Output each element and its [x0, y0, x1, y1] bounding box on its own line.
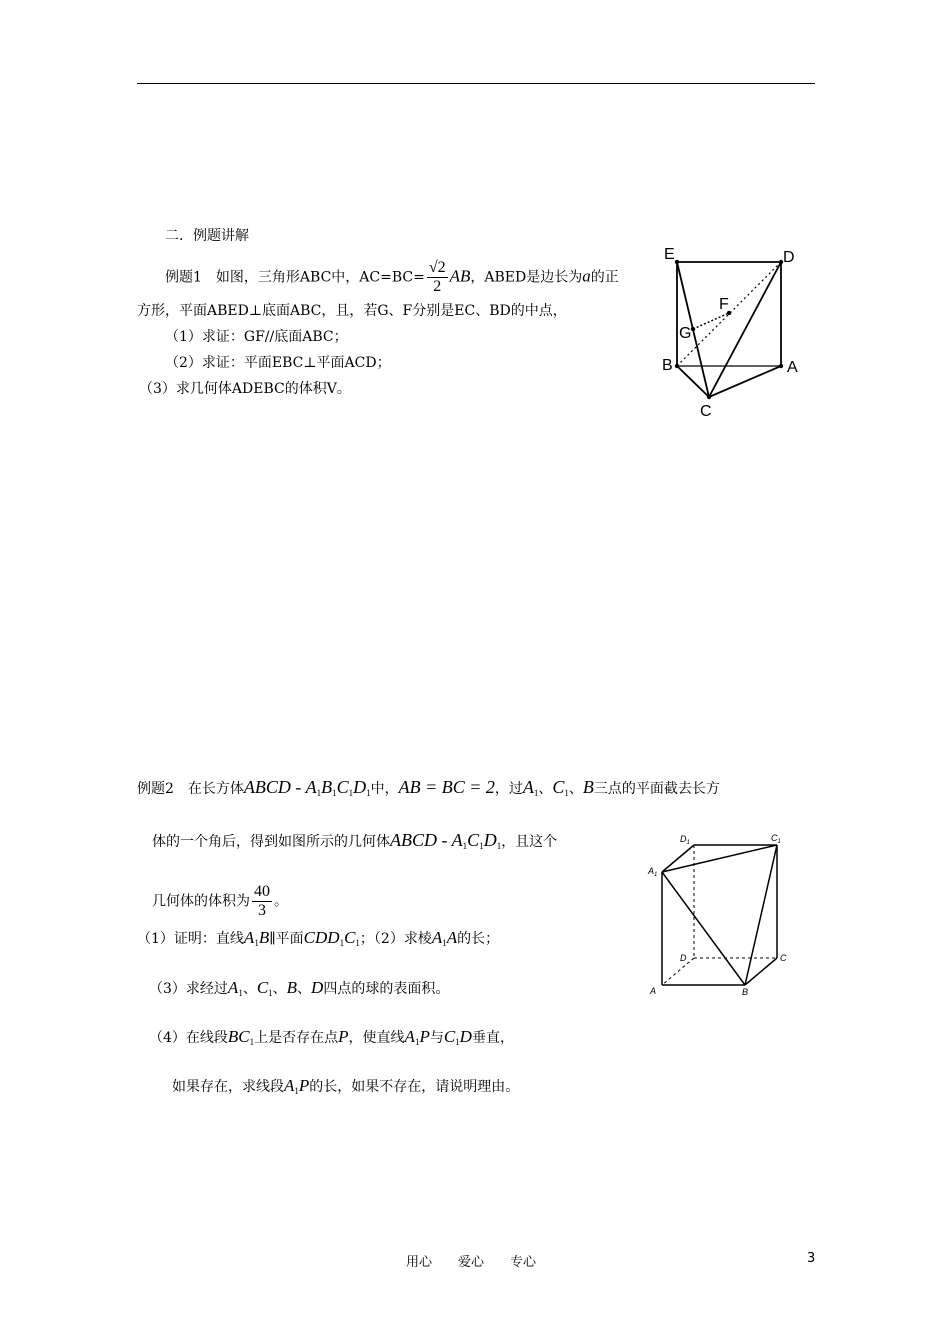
header-rule	[137, 83, 815, 84]
ex2-question4: （4）在线段$BC_1$上是否存在点P，使直线$A_1P$与$C_1D$垂直，	[149, 1027, 514, 1047]
label-A1: $A_1$	[648, 866, 658, 878]
sqrt2-over-2-fraction: $\frac{√2}{2}$	[428, 259, 446, 295]
label-A: A	[787, 359, 798, 376]
label-C: C	[700, 403, 712, 420]
ex2-line3: 几何体的体积为 $\frac{40}{3}$ 。	[152, 883, 288, 919]
ex1-question1: （1）求证：GF//底面ABC；	[165, 329, 348, 345]
ex2-line2: 体的一个角后，得到如图所示的几何体ABCD - $A_1C_1D_1$，且这个	[152, 830, 558, 851]
label-D: D	[783, 249, 795, 266]
label-E: E	[664, 246, 675, 263]
ex1-question2: （2）求证：平面EBC⊥平面ACD；	[165, 355, 391, 371]
figure-2-geometry	[640, 828, 800, 1000]
ex2-question3: （3）求经过$A_1$、$C_1$、B、D四点的球的表面积。	[149, 978, 450, 998]
footer-motto: 用心 爱心 专心	[406, 1255, 537, 1270]
label-C1: $C_1$	[771, 833, 781, 845]
label-A: A	[650, 986, 657, 996]
label-D1: $D_1$	[680, 834, 690, 846]
ex2-question4-cont: 如果存在，求线段$A_1P$的长，如果不存在，请说明理由。	[172, 1076, 520, 1096]
label-B: B	[662, 357, 673, 374]
label-C: C	[780, 953, 787, 963]
label-D: D	[680, 953, 687, 963]
ex1-line1: 例题1 如图，三角形ABC中，AC=BC= $\frac{√2}{2}$ AB，ABED是边长为a的正	[165, 259, 619, 295]
ex1-question3: （3）求几何体ADEBC的体积V。	[139, 381, 351, 397]
label-F: F	[719, 296, 729, 313]
volume-fraction: $\frac{40}{3}$	[254, 883, 270, 919]
section-title: 二．例题讲解	[165, 228, 249, 244]
ex2-line1: 例题2 在长方体ABCD - $A_1B_1C_1D_1$中，AB = BC = 2，过$A_1$、$C_1$、B三点的平面截去长方	[137, 777, 720, 798]
ex1-line2: 方形，平面ABED⊥底面ABC，且，若G、F分别是EC、BD的中点，	[137, 303, 567, 319]
ex2-question1-2: （1）证明：直线$A_1B\parallel$平面$CDD_1C_1$；（2）求棱$A_1A$的长；	[137, 928, 500, 948]
label-B: B	[742, 987, 749, 997]
page-number: 3	[807, 1251, 816, 1266]
label-G: G	[679, 325, 692, 342]
figure-1-geometry	[655, 240, 805, 425]
